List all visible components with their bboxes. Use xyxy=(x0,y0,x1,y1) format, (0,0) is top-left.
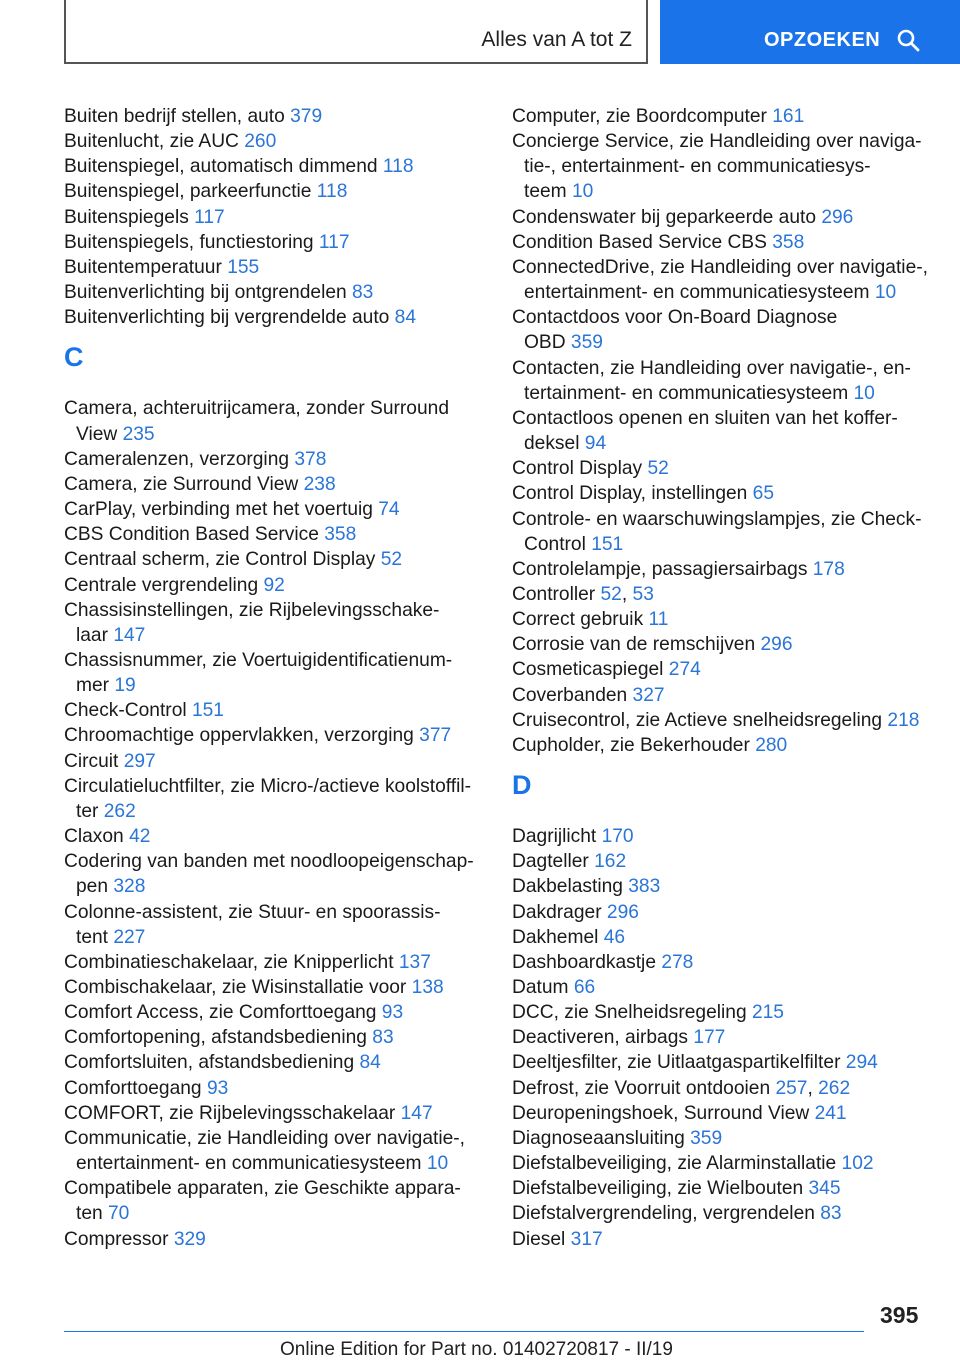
page-link[interactable]: 327 xyxy=(632,684,665,706)
page-link[interactable]: 359 xyxy=(570,332,603,354)
entry-term: Contactloos openen en sluiten van het koffer‐ xyxy=(512,407,898,429)
page-link[interactable]: 117 xyxy=(194,206,225,228)
index-entry xyxy=(64,1101,484,1126)
index-entry xyxy=(64,723,484,748)
page-link[interactable]: 296 xyxy=(606,901,639,923)
entry-term: Cameralenzen, verzorging xyxy=(64,448,295,470)
index-entry xyxy=(512,1227,942,1252)
entry-term: Dagteller xyxy=(512,851,595,873)
section-heading: D xyxy=(512,770,532,801)
entry-term: Concierge Service, zie Handleiding over naviga‐ xyxy=(512,131,922,153)
entry-term: COMFORT, zie Rijbelevingsschakelaar xyxy=(64,1102,401,1124)
entry-term: Diefstalbeveiliging, zie Wielbouten xyxy=(512,1178,809,1200)
tab-alphabet-label: Alles van A tot Z xyxy=(481,28,632,51)
entry-term: Comfortsluiten, afstandsbediening xyxy=(64,1052,360,1074)
index-entry xyxy=(64,774,484,799)
entry-term: Controle- en waarschuwingslampjes, zie Check- xyxy=(512,508,922,530)
page-link[interactable]: 358 xyxy=(324,524,357,546)
index-entry xyxy=(512,230,942,255)
entry-term: Check-Control xyxy=(64,700,192,722)
index-entry xyxy=(64,824,484,849)
page-link[interactable]: 19 xyxy=(114,675,136,697)
entry-term: Buitenlucht, zie AUC xyxy=(64,131,245,153)
index-entry xyxy=(64,179,484,204)
index-entry xyxy=(512,1025,942,1050)
page-link[interactable]: 328 xyxy=(113,876,146,898)
index-entry xyxy=(64,975,484,1000)
entry-term: Diefstalvergrendeling, vergrendelen xyxy=(512,1203,821,1225)
entry-term: Buiten bedrijf stellen, auto xyxy=(64,106,291,127)
entry-term: Buitenverlichting bij vergrendelde auto xyxy=(64,307,395,329)
entry-term: CarPlay, verbinding met het voertuig xyxy=(64,499,379,521)
page-link[interactable]: 379 xyxy=(290,106,323,127)
entry-term: Circuit xyxy=(64,750,124,772)
index-entry xyxy=(512,632,942,657)
page-link[interactable]: 296 xyxy=(760,634,793,656)
entry-term: Dashboardkastje xyxy=(512,951,662,973)
index-entry xyxy=(512,1151,942,1176)
index-entry xyxy=(64,1050,484,1075)
page-link[interactable]: 235 xyxy=(122,423,155,445)
page-link[interactable]: 383 xyxy=(628,876,661,898)
index-entry: Defrost, zie Voorruit ontdooien 257, 262 xyxy=(512,1077,851,1099)
page-link[interactable]: 262 xyxy=(103,800,136,822)
entry-term: Centraal scherm, zie Control Display xyxy=(64,549,381,571)
index-entry-continuation xyxy=(512,280,942,305)
page-link[interactable]: 53 xyxy=(632,583,654,605)
index-entry xyxy=(64,305,484,330)
page-link[interactable]: 66 xyxy=(573,977,596,998)
page-link[interactable]: 93 xyxy=(381,1002,404,1024)
index-entry-continuation xyxy=(512,381,942,406)
index-entry xyxy=(512,255,942,280)
entry-term: Control Display, instellingen xyxy=(512,483,753,505)
index-entry xyxy=(512,507,942,532)
index-entry xyxy=(512,607,942,632)
page-link[interactable]: 52 xyxy=(647,458,669,480)
index-entry xyxy=(512,1000,942,1025)
index-entry xyxy=(512,824,942,849)
index-entry xyxy=(64,900,484,925)
entry-term: Combinatieschakelaar, zie Knipperlicht xyxy=(64,951,399,973)
page-link[interactable]: 260 xyxy=(244,131,277,153)
entry-term: Cruisecontrol, zie Actieve snelheidsregeling xyxy=(512,709,888,731)
index-entry xyxy=(512,205,942,230)
index-entry-continuation xyxy=(512,532,942,557)
entry-term: Buitentemperatuur xyxy=(64,256,228,278)
index-entry xyxy=(64,280,484,305)
page-link[interactable]: 274 xyxy=(668,659,701,681)
entry-term: Claxon xyxy=(64,826,130,848)
page-link[interactable]: 278 xyxy=(661,951,694,973)
entry-term: Buitenspiegels, functiestoring xyxy=(64,231,319,253)
entry-term: Comforttoegang xyxy=(64,1077,207,1099)
section-heading: C xyxy=(64,342,84,373)
entry-term: Camera, achteruitrijcamera, zonder Surround xyxy=(64,398,449,420)
entry-term: Comfort Access, zie Comforttoegang xyxy=(64,1002,382,1024)
index-entry xyxy=(64,749,484,774)
entry-term: OBD xyxy=(524,332,571,354)
entry-term: Comfortopening, afstandsbediening xyxy=(64,1027,373,1049)
index-entry-continuation xyxy=(64,422,484,447)
page-link[interactable]: 52 xyxy=(600,583,622,605)
index-entry xyxy=(512,708,942,733)
entry-term: Coverbanden xyxy=(512,684,633,706)
page-link[interactable]: 297 xyxy=(123,750,156,772)
index-column-right xyxy=(512,104,942,1252)
entry-term: Control xyxy=(524,533,592,555)
entry-term: Chassisinstellingen, zie Rijbelevingsschake‐ xyxy=(64,599,440,621)
index-entry xyxy=(512,456,942,481)
entry-term: Correct gebruik xyxy=(512,609,649,631)
index-entry xyxy=(64,472,484,497)
index-entry xyxy=(512,733,942,758)
entry-term: teem xyxy=(524,181,572,203)
page-link[interactable]: 218 xyxy=(887,709,920,731)
entry-term: Contacten, zie Handleiding over navigatie-, en‐ xyxy=(512,357,911,379)
entry-term: Contactdoos voor On-Board Diagnose xyxy=(512,307,838,329)
entry-term: Condition Based Service CBS xyxy=(512,231,773,253)
index-entry xyxy=(64,104,484,129)
page-link[interactable]: 215 xyxy=(751,1002,784,1024)
page-link[interactable]: 162 xyxy=(594,851,627,873)
page-link[interactable]: 257 xyxy=(775,1077,808,1099)
index-entry xyxy=(64,1126,484,1151)
entry-term: Condenswater bij geparkeerde auto xyxy=(512,206,822,228)
index-entry xyxy=(512,1126,942,1151)
entry-term: Centrale vergrendeling xyxy=(64,574,264,596)
footer-edition: Online Edition for Part no. 01402720817 - II/19 xyxy=(280,1339,673,1360)
entry-term: Cupholder, zie Bekerhouder xyxy=(512,734,756,756)
page-link[interactable]: 117 xyxy=(318,231,350,253)
entry-term: tertainment- en communicatiesysteem xyxy=(524,382,854,404)
entry-term: Diefstalbeveiliging, zie Alarminstallatie xyxy=(512,1153,842,1175)
entry-term: Diesel xyxy=(512,1228,571,1250)
entry-term: mer xyxy=(76,675,115,697)
entry-term: entertainment- en communicatiesysteem xyxy=(76,1153,427,1175)
entry-term: Control Display xyxy=(512,458,648,480)
page-link[interactable]: 280 xyxy=(755,734,788,756)
page-link[interactable]: 378 xyxy=(294,448,327,470)
entry-term: Compatibele apparaten, zie Geschikte appara‐ xyxy=(64,1178,461,1200)
entry-term: Datum xyxy=(512,977,574,998)
page-link[interactable]: 151 xyxy=(591,533,624,555)
page-link[interactable]: 329 xyxy=(173,1228,206,1250)
page-link[interactable]: 359 xyxy=(690,1127,723,1149)
page-link[interactable]: 10 xyxy=(853,382,875,404)
index-entry xyxy=(512,874,942,899)
page-link[interactable]: 118 xyxy=(316,181,348,203)
page-link[interactable]: 52 xyxy=(380,549,403,571)
index-entry xyxy=(512,975,942,1000)
index-entry xyxy=(512,1101,942,1126)
index-entry xyxy=(64,573,484,598)
index-entry xyxy=(512,305,942,330)
entry-term: Corrosie van de remschijven xyxy=(512,634,761,656)
page-link[interactable]: 345 xyxy=(808,1178,841,1200)
entry-term: ter xyxy=(76,800,104,822)
entry-term: Buitenspiegel, automatisch dimmend xyxy=(64,156,383,178)
index-entry xyxy=(64,1176,484,1201)
page-number: 395 xyxy=(880,1302,919,1328)
index-entry xyxy=(64,1076,484,1101)
tab-search-label: OPZOEKEN xyxy=(764,29,881,51)
entry-term: ConnectedDrive, zie Handleiding over navigatie-, xyxy=(512,256,928,278)
entry-term: DCC, zie Snelheidsregeling xyxy=(512,1002,752,1024)
index-column-left xyxy=(64,104,484,1252)
index-entry xyxy=(64,129,484,154)
page-link[interactable]: 70 xyxy=(108,1203,130,1225)
page-link[interactable]: 138 xyxy=(411,977,444,998)
entry-term: Circulatieluchtfilter, zie Micro-/actieve koolstoffil‐ xyxy=(64,775,471,797)
footer-divider xyxy=(64,1331,864,1332)
index-entry xyxy=(512,1176,942,1201)
page-link[interactable]: 262 xyxy=(818,1077,851,1099)
entry-term: Deeltjesfilter, zie Uitlaatgaspartikelfilter xyxy=(512,1052,846,1074)
page-link[interactable]: 238 xyxy=(303,473,336,495)
entry-term: tie-, entertainment- en communicatiesys‐ xyxy=(524,156,871,178)
index-entry-continuation xyxy=(64,673,484,698)
entry-term: CBS Condition Based Service xyxy=(64,524,325,546)
index-entry xyxy=(64,1000,484,1025)
entry-term: Chroomachtige oppervlakken, verzorging xyxy=(64,725,420,747)
index-entry-continuation xyxy=(64,1151,484,1176)
index-entry xyxy=(512,657,942,682)
entry-term: Dakhemel xyxy=(512,926,604,948)
index-entry-continuation xyxy=(512,431,942,456)
entry-term: Controller xyxy=(512,583,601,605)
page-link[interactable]: 42 xyxy=(129,826,151,848)
entry-term: Computer, zie Boordcomputer xyxy=(512,106,773,127)
entry-term: View xyxy=(76,423,123,445)
entry-term: Codering van banden met noodloopeigenschap‐ xyxy=(64,851,474,873)
index-entry xyxy=(512,849,942,874)
index-entry xyxy=(64,255,484,280)
entry-term: Dakbelasting xyxy=(512,876,629,898)
tab-alles-van-a-tot-z[interactable] xyxy=(64,0,648,64)
index-entry-continuation xyxy=(512,179,942,204)
entry-term: Deuropeningshoek, Surround View xyxy=(512,1102,815,1124)
index-entry xyxy=(64,648,484,673)
page-link[interactable]: 118 xyxy=(382,156,414,178)
entry-term: Colonne-assistent, zie Stuur- en spoorassis‐ xyxy=(64,901,441,923)
index-entry xyxy=(64,205,484,230)
index-entry xyxy=(64,547,484,572)
index-entry xyxy=(512,104,942,129)
page-link[interactable]: 94 xyxy=(584,433,607,455)
search-icon xyxy=(896,28,920,52)
page-link[interactable]: 93 xyxy=(206,1077,229,1099)
entry-term: Camera, zie Surround View xyxy=(64,473,304,495)
page-link[interactable]: 155 xyxy=(227,256,260,278)
page-link[interactable]: 147 xyxy=(113,624,146,646)
index-entry xyxy=(64,698,484,723)
page-link[interactable]: 84 xyxy=(359,1052,381,1074)
entry-term: Dagrijlicht xyxy=(512,826,602,848)
page-link[interactable]: 74 xyxy=(378,499,400,521)
index-entry xyxy=(64,497,484,522)
page-link[interactable]: 178 xyxy=(812,558,845,580)
page-link[interactable]: 83 xyxy=(820,1203,842,1225)
page-link[interactable]: 65 xyxy=(752,483,775,505)
entry-term: Chassisnummer, zie Voertuigidentificatienum‐ xyxy=(64,649,453,671)
page-link[interactable]: 161 xyxy=(772,106,805,127)
index-entry xyxy=(512,683,942,708)
entry-term: tent xyxy=(76,926,114,948)
index-entry xyxy=(512,481,942,506)
index-entry-continuation xyxy=(64,1201,484,1226)
index-entry xyxy=(512,1201,942,1226)
page-link[interactable]: 294 xyxy=(845,1052,878,1074)
entry-term: pen xyxy=(76,876,114,898)
page-link[interactable]: 147 xyxy=(400,1102,433,1124)
index-entry xyxy=(512,406,942,431)
index-entry xyxy=(64,598,484,623)
entry-term: Communicatie, zie Handleiding over navigatie-, xyxy=(64,1127,466,1149)
entry-term: Controlelampje, passagiersairbags xyxy=(512,558,813,580)
index-entry xyxy=(64,522,484,547)
page-link[interactable]: 170 xyxy=(601,826,634,848)
entry-term: Deactiveren, airbags xyxy=(512,1027,694,1049)
page-link[interactable]: 83 xyxy=(372,1027,394,1049)
tab-opzoeken[interactable] xyxy=(660,0,960,64)
page-link[interactable]: 10 xyxy=(426,1153,449,1175)
entry-term: Buitenverlichting bij ontgrendelen xyxy=(64,282,352,304)
page-link[interactable]: 11 xyxy=(648,609,669,631)
index-entry xyxy=(64,447,484,472)
page-link[interactable]: 151 xyxy=(191,700,224,722)
index-entry xyxy=(64,849,484,874)
index-entry xyxy=(512,1050,942,1075)
entry-term: Compressor xyxy=(64,1228,174,1250)
index-entry xyxy=(64,1227,484,1252)
entry-term: Buitenspiegel, parkeerfunctie xyxy=(64,181,317,203)
page-link[interactable]: 377 xyxy=(419,725,452,747)
page-link[interactable]: 83 xyxy=(352,282,374,304)
index-entry xyxy=(512,925,942,950)
index-entry-continuation xyxy=(64,623,484,648)
entry-term: Dakdrager xyxy=(512,901,607,923)
page-link[interactable]: 92 xyxy=(263,574,285,596)
entry-term: Diagnoseaansluiting xyxy=(512,1127,691,1149)
page-link[interactable]: 102 xyxy=(841,1153,874,1175)
index-entry: Controller 52, 53 xyxy=(512,583,654,605)
index-entry xyxy=(64,396,484,421)
index-entry xyxy=(512,950,942,975)
page-link[interactable]: 10 xyxy=(572,181,594,203)
page-link[interactable]: 317 xyxy=(570,1228,603,1250)
entry-term: laar xyxy=(76,624,114,646)
index-entry xyxy=(64,154,484,179)
entry-term: Defrost, zie Voorruit ontdooien xyxy=(512,1077,776,1099)
index-entry-continuation xyxy=(64,799,484,824)
index-entry xyxy=(512,900,942,925)
entry-term: Buitenspiegels xyxy=(64,206,195,228)
entry-term: ten xyxy=(76,1203,109,1225)
index-entry-continuation xyxy=(512,330,942,355)
index-entry-continuation xyxy=(64,874,484,899)
page-link[interactable]: 241 xyxy=(814,1102,847,1124)
page-link[interactable]: 227 xyxy=(113,926,146,948)
page-link[interactable]: 296 xyxy=(821,206,854,228)
entry-term: entertainment- en communicatiesysteem xyxy=(524,282,875,304)
index-entry xyxy=(512,557,942,582)
index-entry-continuation xyxy=(64,925,484,950)
index-entry xyxy=(64,230,484,255)
page-link[interactable]: 46 xyxy=(603,926,626,948)
entry-term: deksel xyxy=(524,433,585,455)
entry-term: Combischakelaar, zie Wisinstallatie voor xyxy=(64,977,412,998)
page-link[interactable]: 84 xyxy=(394,307,417,329)
page-link[interactable]: 358 xyxy=(772,231,805,253)
index-entry-continuation xyxy=(512,154,942,179)
page-link[interactable]: 177 xyxy=(693,1027,726,1049)
index-entry xyxy=(64,950,484,975)
index-entry xyxy=(512,356,942,381)
index-entry xyxy=(512,129,942,154)
page-link[interactable]: 137 xyxy=(398,951,431,973)
index-entry xyxy=(64,1025,484,1050)
entry-term: Cosmeticaspiegel xyxy=(512,659,669,681)
page-link[interactable]: 10 xyxy=(874,282,897,304)
